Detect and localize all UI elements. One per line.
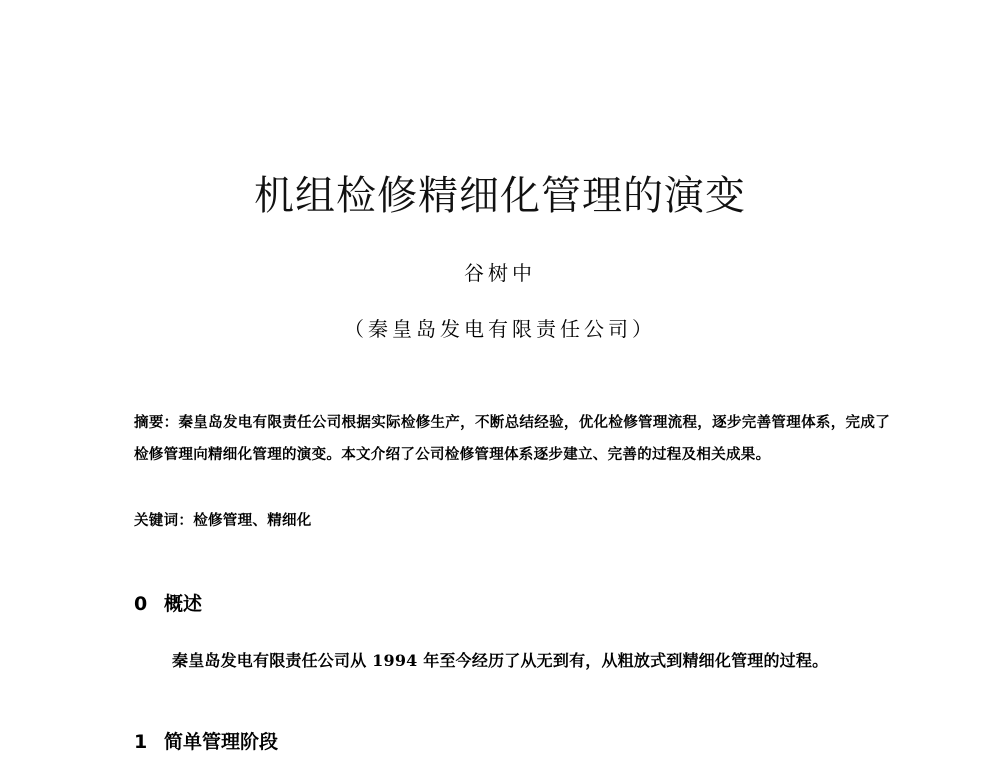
paper-affiliation: （秦皇岛发电有限责任公司） [344, 317, 656, 341]
section-title: 简单管理阶段 [164, 731, 279, 753]
section-heading-1 [134, 728, 278, 756]
section-heading-0 [134, 590, 202, 618]
keywords-label: 关键词： [134, 513, 194, 529]
abstract-label: 摘要： [134, 415, 179, 431]
abstract [134, 407, 890, 471]
keywords [134, 507, 890, 535]
section-0-paragraph: 秦皇岛发电有限责任公司从 1994 年至今经历了从无到有，从粗放式到精细化管理的过程。 [172, 651, 829, 670]
section-number: 0 [134, 593, 148, 615]
section-title: 概述 [164, 593, 203, 615]
keywords-text: 检修管理、精细化 [193, 512, 312, 529]
abstract-text: 秦皇岛发电有限责任公司根据实际检修生产，不断总结经验，优化检修管理流程，逐步完善管理体系，完成了检修管理向精细化管理的演变。本文介绍了公司检修管理体系逐步建立、完善的过程及相关成果。 [134, 414, 890, 463]
section-number: 1 [134, 731, 148, 753]
paper-title: 机组检修精细化管理的演变 [254, 173, 746, 219]
paper-author: 谷树中 [464, 261, 536, 285]
